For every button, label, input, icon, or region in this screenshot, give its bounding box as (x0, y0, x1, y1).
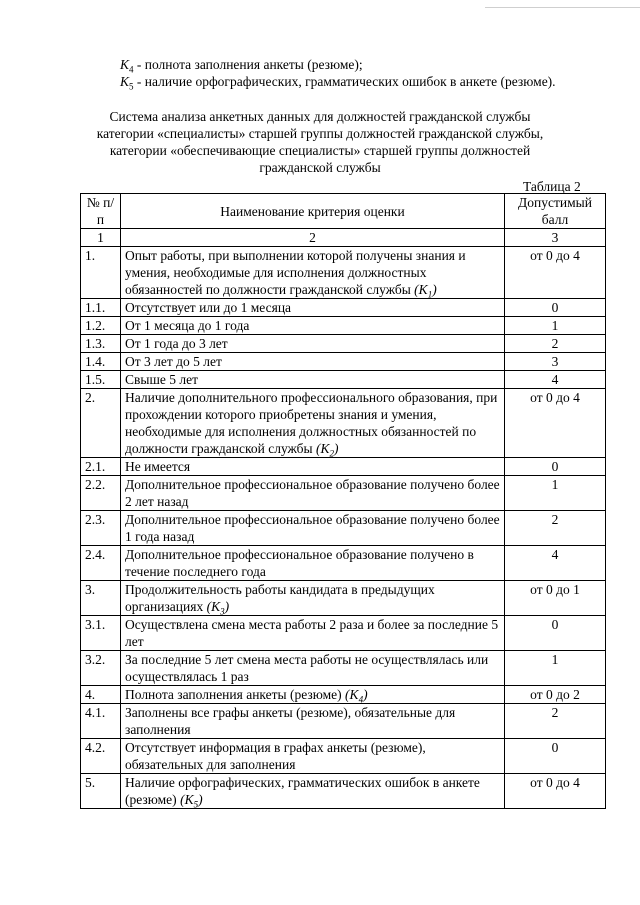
row-score: от 0 до 1 (505, 581, 606, 616)
row-criterion (121, 247, 505, 299)
row-criterion (121, 651, 505, 686)
row-score: 4 (505, 371, 606, 389)
row-number: 1.1. (81, 299, 121, 317)
criterion-text: Наличие орфографических, грамматических ошибок в анкете (резюме) (125, 775, 480, 807)
row-score: от 0 до 4 (505, 389, 606, 458)
row-number: 2. (81, 389, 121, 458)
criterion-text: Не имеется (125, 459, 191, 474)
table-row (81, 616, 606, 651)
intro-block (120, 56, 556, 90)
row-criterion (121, 389, 505, 458)
criterion-text: От 1 месяца до 1 года (125, 318, 250, 333)
row-criterion (121, 317, 505, 335)
row-score: 0 (505, 739, 606, 774)
row-number: 1.2. (81, 317, 121, 335)
row-criterion (121, 581, 505, 616)
row-score: 0 (505, 299, 606, 317)
criterion-text: Опыт работы, при выполнении которой получены знания и умения, необходимые для исполнения должностных обязанностей по должности гражданской службы (125, 248, 466, 297)
row-criterion (121, 774, 505, 809)
table-row (81, 686, 606, 704)
section-heading: Система анализа анкетных данных для должностей гражданской службы категории «специалисты» старшей группы должностей гражданской службы, категории «обеспечивающие специалисты» старшей группы должностей гражданской службы (96, 109, 544, 175)
criterion-text: Отсутствует информация в графах анкеты (резюме), обязательных для заполнения (125, 740, 426, 772)
row-criterion (121, 546, 505, 581)
criterion-text: Продолжительность работы кандидата в предыдущих организациях (125, 582, 435, 614)
col-number-1: 1 (81, 229, 121, 247)
scan-edge-line (485, 7, 640, 8)
table-row (81, 299, 606, 317)
row-score: 1 (505, 651, 606, 686)
coefficient-label: $(K_4)$ (345, 687, 368, 705)
row-number: 2.3. (81, 511, 121, 546)
table-row (81, 651, 606, 686)
row-score: 2 (505, 511, 606, 546)
table-row (81, 704, 606, 739)
criterion-text: За последние 5 лет смена места работы не осуществлялась или осуществлялась 1 раз (125, 652, 489, 684)
criterion-text: Дополнительное профессиональное образование получено в течение последнего года (125, 547, 474, 579)
row-number: 4. (81, 686, 121, 704)
row-criterion (121, 371, 505, 389)
row-criterion (121, 616, 505, 651)
row-score: 3 (505, 353, 606, 371)
row-criterion (121, 335, 505, 353)
row-number: 1.5. (81, 371, 121, 389)
row-criterion (121, 511, 505, 546)
table-row (81, 774, 606, 809)
table-row (81, 581, 606, 616)
row-number: 1. (81, 247, 121, 299)
row-score: от 0 до 4 (505, 774, 606, 809)
table-row (81, 458, 606, 476)
intro-line-k4: $K_4$ - полнота заполнения анкеты (резюме); (120, 57, 363, 75)
coefficient-label: $(K_1)$ (414, 282, 437, 300)
header-criterion: Наименование критерия оценки (121, 194, 505, 229)
row-number: 3.2. (81, 651, 121, 686)
table-row (81, 335, 606, 353)
row-score: от 0 до 4 (505, 247, 606, 299)
row-criterion (121, 299, 505, 317)
criterion-text: Отсутствует или до 1 месяца (125, 300, 292, 315)
table-row (81, 476, 606, 511)
table-row (81, 371, 606, 389)
row-criterion (121, 686, 505, 704)
coefficient-label: $(K_5)$ (180, 792, 203, 810)
row-number: 1.4. (81, 353, 121, 371)
table-row (81, 247, 606, 299)
row-criterion (121, 458, 505, 476)
col-number-2: 2 (121, 229, 505, 247)
row-criterion (121, 739, 505, 774)
row-number: 2.4. (81, 546, 121, 581)
criterion-text: От 1 года до 3 лет (125, 336, 228, 351)
criterion-text: Заполнены все графы анкеты (резюме), обязательные для заполнения (125, 705, 456, 737)
table-row (81, 389, 606, 458)
coefficient-label: $(K_3)$ (206, 599, 230, 617)
row-number: 3.1. (81, 616, 121, 651)
row-score: от 0 до 2 (505, 686, 606, 704)
row-score: 1 (505, 476, 606, 511)
row-criterion (121, 353, 505, 371)
criterion-text: Наличие дополнительного профессионального образования, при прохождении которого приобретены знания и умения, необходимые для исполнения должностных обязанностей по должности гражданской службы (125, 390, 498, 456)
criterion-text: Полнота заполнения анкеты (резюме) (125, 687, 346, 702)
criterion-text: Осуществлена смена места работы 2 раза и более за последние 5 лет (125, 617, 499, 649)
column-number-row (81, 229, 606, 247)
row-number: 4.1. (81, 704, 121, 739)
row-number: 1.3. (81, 335, 121, 353)
table-row (81, 546, 606, 581)
criterion-text: Дополнительное профессиональное образование получено более 1 года назад (125, 512, 500, 544)
table-row (81, 317, 606, 335)
header-num: № п/п (81, 194, 121, 229)
row-number: 2.2. (81, 476, 121, 511)
row-number: 2.1. (81, 458, 121, 476)
row-number: 5. (81, 774, 121, 809)
row-score: 2 (505, 704, 606, 739)
row-score: 4 (505, 546, 606, 581)
table-header-row (81, 194, 606, 229)
col-number-3: 3 (505, 229, 606, 247)
row-criterion (121, 476, 505, 511)
intro-line-k5: $K_5$ - наличие орфографических, грамматических ошибок в анкете (резюме). (120, 74, 556, 92)
table-row (81, 511, 606, 546)
criteria-table (80, 193, 606, 809)
table-row (81, 739, 606, 774)
row-score: 1 (505, 317, 606, 335)
row-criterion (121, 704, 505, 739)
coefficient-label: $(K_2)$ (315, 441, 339, 459)
row-number: 3. (81, 581, 121, 616)
criterion-text: От 3 лет до 5 лет (125, 354, 222, 369)
criterion-text: Свыше 5 лет (125, 372, 198, 387)
row-number: 4.2. (81, 739, 121, 774)
row-score: 0 (505, 458, 606, 476)
row-score: 0 (505, 616, 606, 651)
table-label: Таблица 2 (523, 179, 581, 194)
row-score: 2 (505, 335, 606, 353)
header-score: Допустимый балл (505, 194, 606, 229)
criterion-text: Дополнительное профессиональное образование получено более 2 лет назад (125, 477, 500, 509)
table-row (81, 353, 606, 371)
